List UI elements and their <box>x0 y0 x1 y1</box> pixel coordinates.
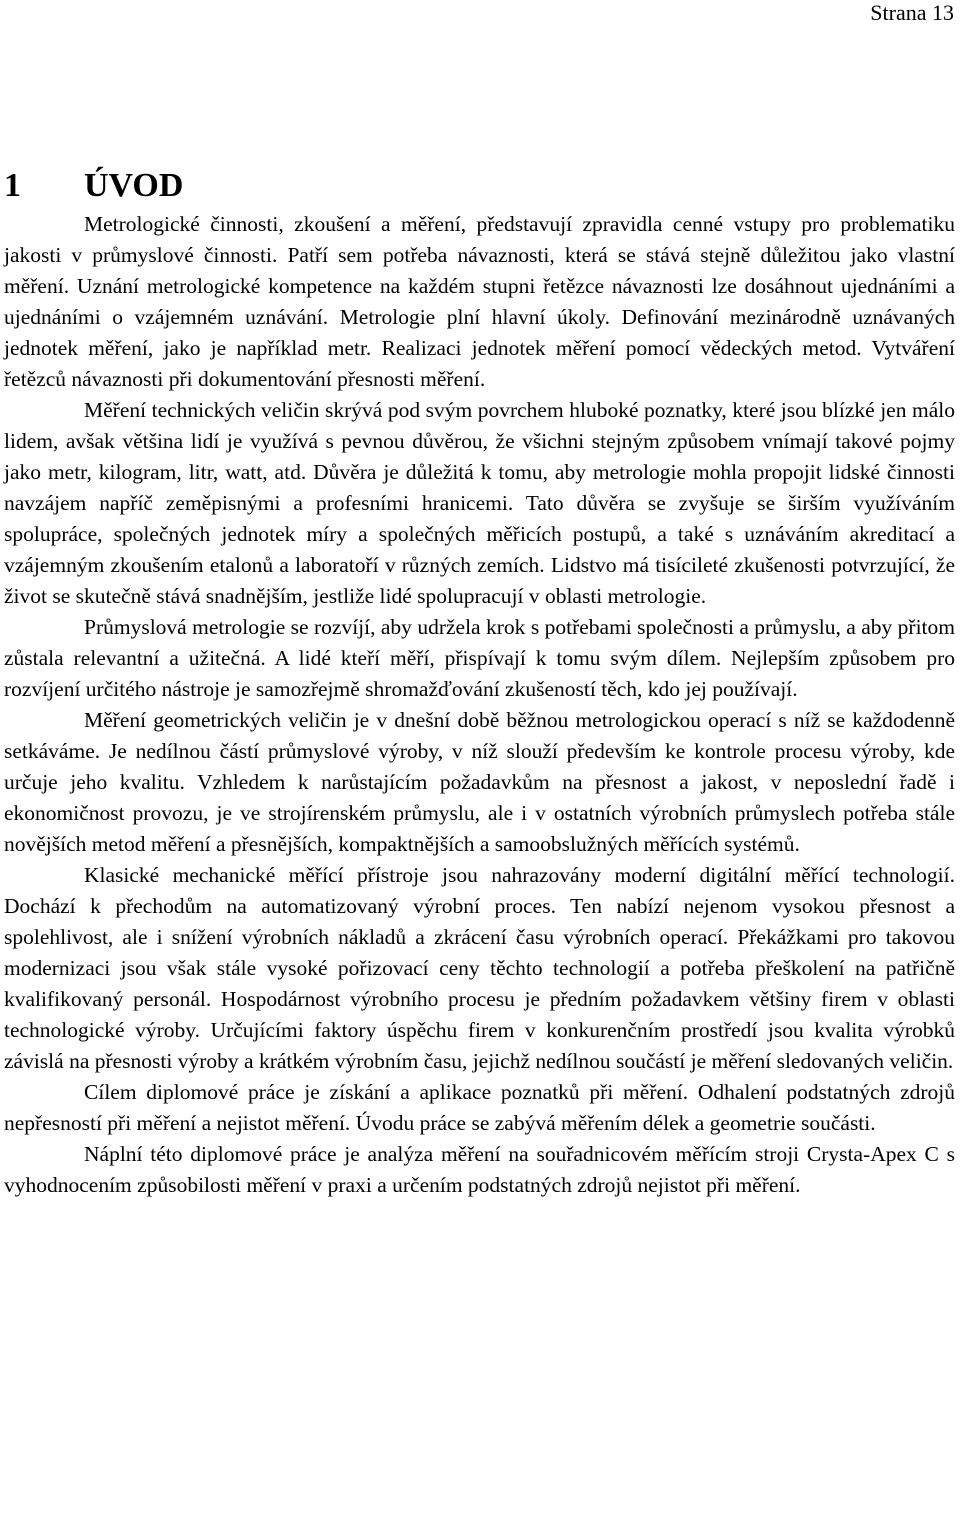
body-text <box>4 209 955 1201</box>
chapter-title: ÚVOD <box>84 167 184 204</box>
page-number-header: Strana 13 <box>870 0 954 25</box>
paragraph: Měření technických veličin skrývá pod svým povrchem hluboké poznatky, které jsou blízké jen málo lidem, avšak většina lidí je využívá s pevnou důvěrou, že všichni stejným způsobem vnímají takové pojmy jako metr, kilogram, litr, watt, atd. Důvěra je důležitá k tomu, aby metrologie mohla propojit lidské činnosti navzájem napříč zeměpisnými a profesními hranicemi. Tato důvěra se zvyšuje se širším využíváním spolupráce, společných jednotek míry a společných měřicích postupů, a také s uznáváním akreditací a vzájemným zkoušením etalonů a laboratoří v různých zemích. Lidstvo má tisícileté zkušenosti potvrzující, že život se skutečně stává snadnějším, jestliže lidé spolupracují v oblasti metrologie. <box>4 398 955 608</box>
chapter-number: 1 <box>4 167 21 204</box>
paragraph: Náplní této diplomové práce je analýza měření na souřadnicovém měřícím stroji Crysta-Apex C s vyhodnocením způsobilosti měření v praxi a určením podstatných zdrojů nejistot při měření. <box>4 1142 955 1197</box>
paragraph: Měření geometrických veličin je v dnešní době běžnou metrologickou operací s níž se každodenně setkáváme. Je nedílnou částí průmyslové výroby, v níž slouží především ke kontrole procesu výroby, kde určuje jeho kvalitu. Vzhledem k narůstajícím požadavkům na přesnost a jakost, v neposlední řadě i ekonomičnost provozu, je ve strojírenském průmyslu, ale i v ostatních výrobních průmyslech potřeba stále novějších metod měření a přesnějších, kompaktnějších a samoobslužných měřících systémů. <box>4 708 955 856</box>
paragraph: Klasické mechanické měřící přístroje jsou nahrazovány moderní digitální měřící technologií. Dochází k přechodům na automatizovaný výrobní proces. Ten nabízí nejenom vysokou přesnost a spolehlivost, ale i snížení výrobních nákladů a zkrácení času výrobních operací. Překážkami pro takovou modernizaci jsou však stále vysoké pořizovací ceny těchto technologií a potřeba přeškolení na patřičně kvalifikovaný personál. Hospodárnost výrobního procesu je předním požadavkem většiny firem v oblasti technologické výroby. Určujícími faktory úspěchu firem v konkurenčním prostředí jsou kvalita výrobků závislá na přesnosti výroby a krátkém výrobním času, jejichž nedílnou součástí je měření sledovaných veličin. <box>4 863 955 1073</box>
paragraph: Metrologické činnosti, zkoušení a měření, představují zpravidla cenné vstupy pro problematiku jakosti v průmyslové činnosti. Patří sem potřeba návaznosti, která se stává stejně důležitou jako vlastní měření. Uznání metrologické kompetence na každém stupni řetězce návaznosti lze dosáhnout ujednáními a ujednáními o vzájemném uznávání. Metrologie plní hlavní úkoly. Definování mezinárodně uznávaných jednotek měření, jako je například metr. Realizaci jednotek měření pomocí vědeckých metod. Vytváření řetězců návaznosti při dokumentování přesnosti měření. <box>4 212 955 391</box>
chapter-heading <box>4 166 183 206</box>
paragraph: Průmyslová metrologie se rozvíjí, aby udržela krok s potřebami společnosti a průmyslu, a aby přitom zůstala relevantní a užitečná. A lidé kteří měří, přispívají k tomu svým dílem. Nejlepším způsobem pro rozvíjení určitého nástroje je samozřejmě shromažďování zkušeností těch, kdo jej používají. <box>4 615 955 701</box>
paragraph: Cílem diplomové práce je získání a aplikace poznatků při měření. Odhalení podstatných zdrojů nepřesností při měření a nejistot měření. Úvodu práce se zabývá měřením délek a geometrie součásti. <box>4 1080 955 1135</box>
